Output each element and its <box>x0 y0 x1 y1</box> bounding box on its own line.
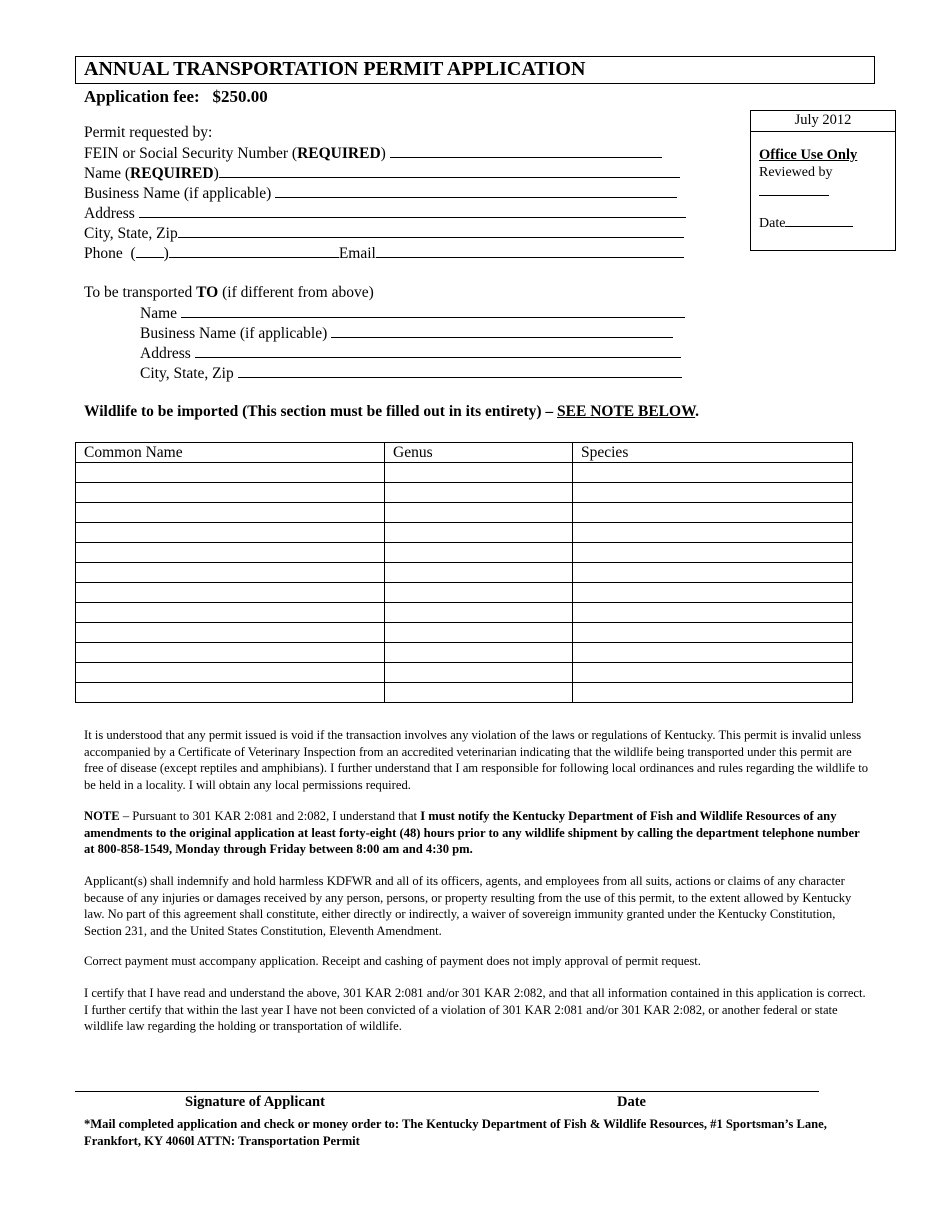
to-address-field[interactable] <box>195 343 681 358</box>
table-row <box>76 683 853 703</box>
transported-to-post: (if different from above) <box>218 284 374 301</box>
table-row <box>76 643 853 663</box>
cell-common-name[interactable] <box>76 623 385 643</box>
note-bold-text: I must notify the Kentucky Department of Fish and Wildlife Resources of any amendments to the original application at least forty-eight (48) hours prior to any wildlife shipment by calling the department telephone number at 800-858-1549, Monday through Friday between 8:00 am and 4:30 pm. <box>84 809 860 856</box>
cell-species[interactable] <box>573 503 853 523</box>
table-row <box>76 503 853 523</box>
to-city-row <box>140 363 682 384</box>
transported-to-pre: To be transported <box>84 284 197 301</box>
business-label: Business Name (if applicable) <box>84 185 272 202</box>
city-field[interactable] <box>178 223 684 238</box>
signature-line[interactable] <box>75 1091 819 1092</box>
cell-species[interactable] <box>573 683 853 703</box>
mail-instructions: *Mail completed application and check or money order to: The Kentucky Department of Fish & Wildlife Resources, #1 Sportsman’s Lane, Frankfort, KY 4060l ATTN: Transportation Permit <box>84 1117 827 1148</box>
to-name-field[interactable] <box>181 303 685 318</box>
business-row <box>84 183 677 204</box>
paragraph-payment: Correct payment must accompany application. Receipt and cashing of payment does not imply approval of permit request. <box>84 954 701 968</box>
cell-genus[interactable] <box>385 543 573 563</box>
to-business-label: Business Name (if applicable) <box>140 325 328 342</box>
page-title: ANNUAL TRANSPORTATION PERMIT APPLICATION <box>84 58 586 80</box>
table-row <box>76 523 853 543</box>
office-date-field[interactable] <box>785 214 853 227</box>
table-row <box>76 663 853 683</box>
paragraph-permit-conditions: It is understood that any permit issued is void if the transaction involves any violation of the laws or regulations of Kentucky. This permit is invalid unless accompanied by a Certificate of Veterinary Inspection from an accredited veterinarian indicating that the wildlife being transported under this permit are free of disease (except reptiles and amphibians). I further understand that I am responsible for following local ordinances and rules regarding the wildlife to be held in a locality. I will obtain any local permissions required. <box>84 728 869 792</box>
table-header-row <box>76 443 853 463</box>
email-label: Email <box>338 245 376 262</box>
fein-field[interactable] <box>390 143 662 158</box>
phone-label: Phone <box>84 245 123 262</box>
to-business-row <box>140 323 673 344</box>
to-address-row <box>140 343 681 364</box>
cell-common-name[interactable] <box>76 463 385 483</box>
phone-open: ( <box>130 245 136 262</box>
wildlife-heading-period: . <box>695 403 700 420</box>
note-text: – Pursuant to 301 KAR 2:081 and 2:082, I understand that <box>119 809 421 823</box>
cell-species[interactable] <box>573 543 853 563</box>
permit-requested-by: Permit requested by: <box>84 124 213 141</box>
fee-label: Application fee: <box>84 87 200 106</box>
cell-genus[interactable] <box>385 643 573 663</box>
to-address-label: Address <box>140 345 191 362</box>
column-header-common-name: Common Name <box>76 443 385 463</box>
to-name-label: Name <box>140 305 178 322</box>
cell-species[interactable] <box>573 523 853 543</box>
table-row <box>76 563 853 583</box>
area-code-field[interactable] <box>136 243 164 258</box>
cell-genus[interactable] <box>385 463 573 483</box>
table-row <box>76 463 853 483</box>
table-row <box>76 583 853 603</box>
to-city-field[interactable] <box>238 363 682 378</box>
wildlife-heading-text: Wildlife to be imported (This section must be filled out in its entirety) – <box>84 403 558 420</box>
reviewed-by-label: Reviewed by <box>759 165 833 180</box>
cell-common-name[interactable] <box>76 543 385 563</box>
cell-species[interactable] <box>573 663 853 683</box>
cell-genus[interactable] <box>385 483 573 503</box>
address-label: Address <box>84 205 135 222</box>
name-field[interactable] <box>219 163 680 178</box>
cell-species[interactable] <box>573 603 853 623</box>
cell-common-name[interactable] <box>76 583 385 603</box>
see-note-below: SEE NOTE BELOW <box>557 403 696 420</box>
cell-common-name[interactable] <box>76 603 385 623</box>
column-header-species: Species <box>573 443 853 463</box>
office-date-label: Date <box>759 216 786 231</box>
cell-species[interactable] <box>573 563 853 583</box>
phone-field[interactable] <box>169 243 339 258</box>
phone-row <box>84 243 684 264</box>
office-date-row <box>759 214 853 232</box>
cell-genus[interactable] <box>385 663 573 683</box>
phone-close: ) <box>163 245 169 262</box>
name-label: Name ( <box>84 165 131 182</box>
cell-genus[interactable] <box>385 623 573 643</box>
cell-genus[interactable] <box>385 583 573 603</box>
table-row <box>76 623 853 643</box>
wildlife-heading <box>84 403 699 421</box>
paragraph-certification: I certify that I have read and understand the above, 301 KAR 2:081 and/or 301 KAR 2:082, and that all information contained in this application is correct. I further certify that within the last year I have not been convicted of a violation of 301 KAR 2:081 and/or 301 KAR 2:082, or another federal or state wildlife law regarding the holding or transportation of wildlife. <box>84 986 866 1033</box>
paragraph-indemnify: Applicant(s) shall indemnify and hold harmless KDFWR and all of its officers, agents, and employees from all suits, actions or claims of any character because of any injuries or damages received by any person, persons, or property resulting from the use of this permit, to the extent allowed by Kentucky law. No part of this agreement shall constitute, either directly or indirectly, a waiver of sovereign immunity granted under the Kentucky Constitution, Section 231, and the United States Constitution, Eleventh Amendment. <box>84 874 852 938</box>
application-fee <box>84 87 268 107</box>
cell-genus[interactable] <box>385 523 573 543</box>
cell-species[interactable] <box>573 463 853 483</box>
name-close: ) <box>213 165 219 182</box>
email-field[interactable] <box>376 243 684 258</box>
fee-value: $250.00 <box>212 87 268 106</box>
cell-common-name[interactable] <box>76 523 385 543</box>
cell-genus[interactable] <box>385 603 573 623</box>
form-date: July 2012 <box>751 111 895 132</box>
table-row <box>76 483 853 503</box>
cell-species[interactable] <box>573 643 853 663</box>
cell-common-name[interactable] <box>76 503 385 523</box>
fein-label: FEIN or Social Security Number ( <box>84 145 298 162</box>
cell-common-name[interactable] <box>76 643 385 663</box>
address-field[interactable] <box>139 203 686 218</box>
transported-to-heading <box>84 283 374 303</box>
name-required: REQUIRED <box>130 165 214 182</box>
note-label: NOTE <box>84 809 120 823</box>
to-name-row <box>140 303 685 324</box>
column-header-genus: Genus <box>385 443 573 463</box>
cell-species[interactable] <box>573 623 853 643</box>
cell-common-name[interactable] <box>76 563 385 583</box>
to-city-label: City, State, Zip <box>140 365 234 382</box>
reviewed-by-field[interactable] <box>759 195 829 196</box>
cell-genus[interactable] <box>385 503 573 523</box>
paragraph-note <box>84 808 870 858</box>
cell-common-name[interactable] <box>76 663 385 683</box>
cell-genus[interactable] <box>385 683 573 703</box>
fein-close: ) <box>380 145 386 162</box>
to-business-field[interactable] <box>331 323 673 338</box>
office-use-title: Office Use Only <box>759 147 858 163</box>
address-row <box>84 203 686 224</box>
wildlife-table <box>75 442 853 703</box>
city-label: City, State, Zip <box>84 225 178 242</box>
fein-row <box>84 143 662 164</box>
cell-species[interactable] <box>573 583 853 603</box>
cell-common-name[interactable] <box>76 683 385 703</box>
city-row <box>84 223 684 244</box>
cell-common-name[interactable] <box>76 483 385 503</box>
transported-to-bold: TO <box>196 284 219 301</box>
business-field[interactable] <box>275 183 677 198</box>
signature-label: Signature of Applicant <box>185 1094 325 1110</box>
fein-required: REQUIRED <box>297 145 381 162</box>
name-row <box>84 163 680 184</box>
signature-date-label: Date <box>617 1094 646 1110</box>
table-row <box>76 603 853 623</box>
office-use-box <box>750 110 896 251</box>
cell-species[interactable] <box>573 483 853 503</box>
table-row <box>76 543 853 563</box>
cell-genus[interactable] <box>385 563 573 583</box>
